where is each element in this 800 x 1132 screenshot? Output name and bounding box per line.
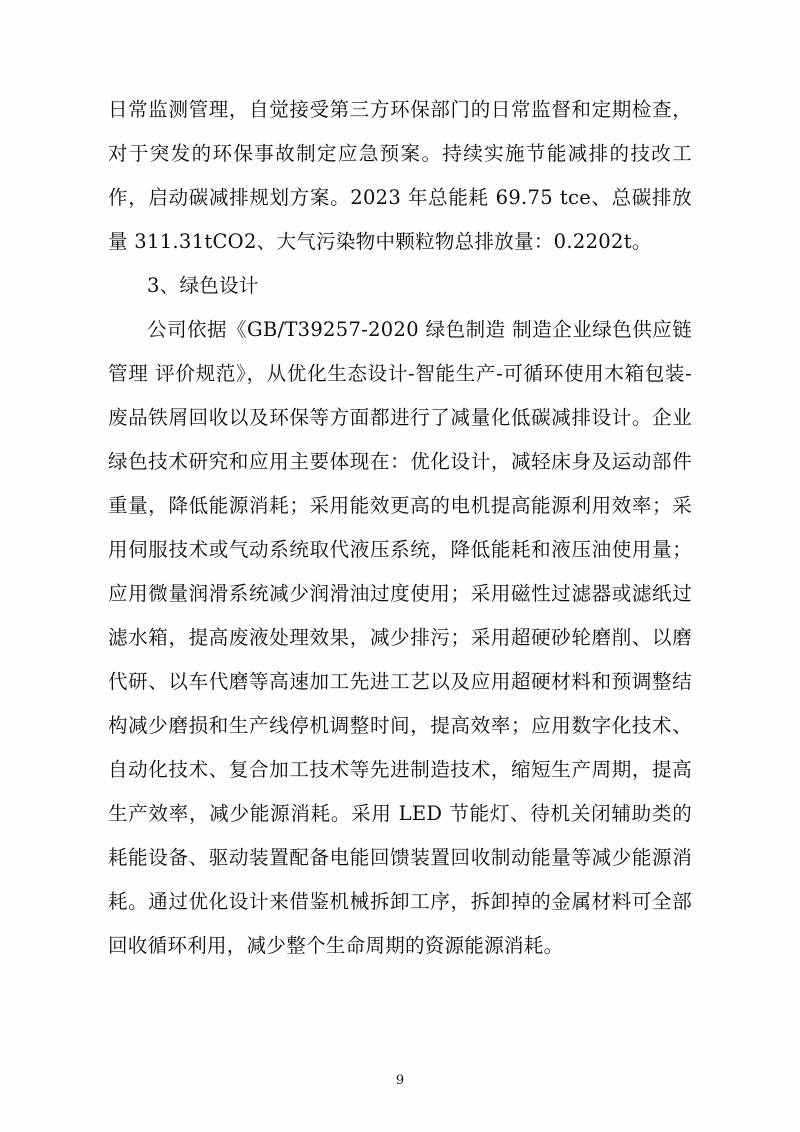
heading-green-design: 3、绿色设计 [147,274,259,297]
paragraph-monitoring: 日常监测管理，自觉接受第三方环保部门的日常监督和定期检查，对于突发的环保事故制定应急预案。持续实施节能减排的技改工作，启动碳减排规划方案。2023 年总能耗 69.75 tce、总碳排放量 311.31tCO2、大气污染物中颗粒物总排放量：0.2202t。 [108,98,692,253]
document-body [108,88,692,968]
page-number: 9 [395,1073,405,1088]
paragraph-green-design: 公司依据《GB/T39257-2020 绿色制造 制造企业绿色供应链管理 评价规范》，从优化生态设计-智能生产-可循环使用木箱包装-废品铁屑回收以及环保等方面都进行了减量化低碳减排设计。企业绿色技术研究和应用主要体现在：优化设计，减轻床身及运动部件重量，降低能源消耗；采用能效更高的电机提高能源利用效率；采用伺服技术或气动系统取代液压系统，降低能耗和液压油使用量；应用微量润滑系统减少润滑油过度使用；采用磁性过滤器或滤纸过滤水箱，提高废液处理效果，减少排污；采用超硬砂轮磨削、以磨代研、以车代磨等高速加工先进工艺以及应用超硬材料和预调整结构减少磨损和生产线停机调整时间，提高效率；应用数字化技术、自动化技术、复合加工技术等先进制造技术，缩短生产周期，提高生产效率，减少能源消耗。采用 LED 节能灯、待机关闭辅助类的耗能设备、驱动装置配备电能回馈装置回收制动能量等减少能源消耗。通过优化设计来借鉴机械拆卸工序，拆卸掉的金属材料可全部回收循环利用，减少整个生命周期的资源能源消耗。 [108,318,692,957]
